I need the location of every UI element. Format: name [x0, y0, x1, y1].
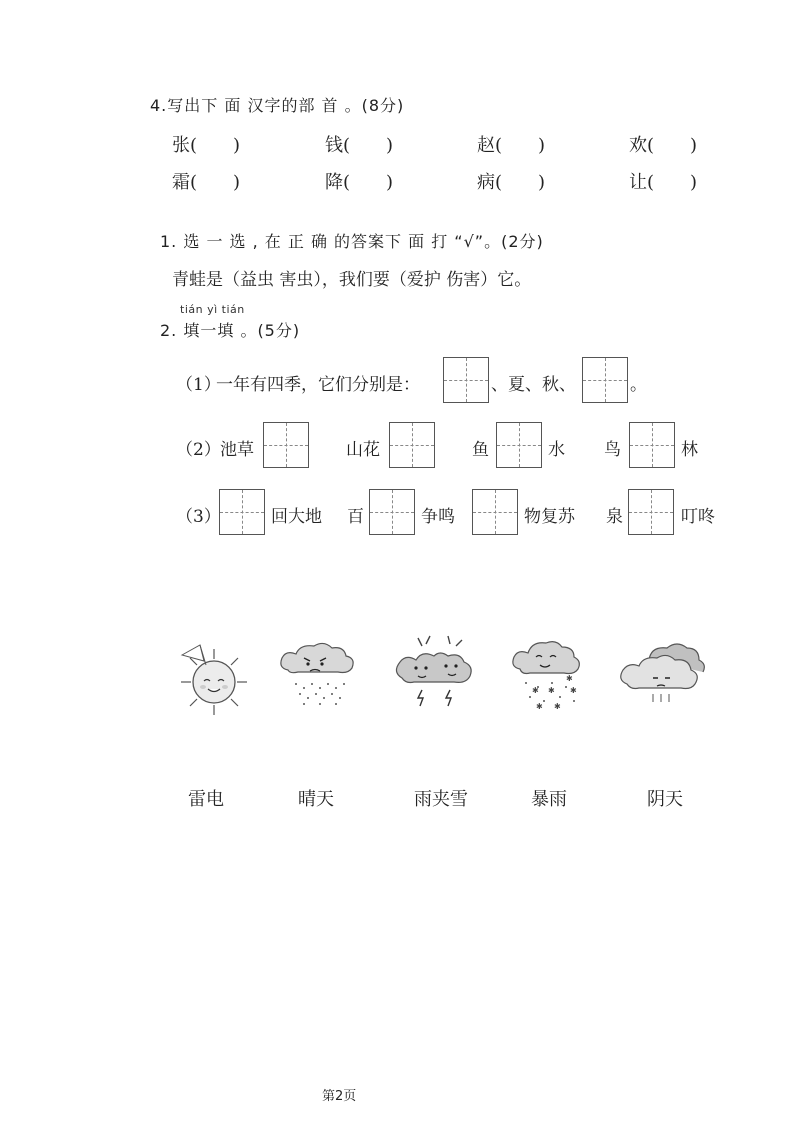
svg-text:✱: ✱ [554, 702, 561, 711]
tianzige-box[interactable] [629, 422, 675, 468]
svg-text:✱: ✱ [570, 686, 577, 695]
s2-line1-num: （1） [176, 375, 221, 395]
tianzige-box[interactable] [369, 489, 415, 535]
s2-line2-num: （2） [176, 440, 221, 460]
tianzige-box[interactable] [443, 357, 489, 403]
weather-label: 暴雨 [531, 789, 567, 810]
s2-line2-b: 山花 [346, 440, 380, 460]
s2-line2-e: 鸟 [604, 440, 621, 460]
sleet-cloud-icon[interactable] [508, 635, 588, 715]
s2-line3-c: 争鸣 [421, 507, 455, 527]
radical-item-zhao [477, 131, 545, 157]
answer-blank[interactable]: ( ) [343, 135, 394, 156]
s2-line2-a: 池草 [220, 440, 254, 460]
s2-line2-d: 水 [548, 440, 565, 460]
rain-cloud-icon[interactable] [274, 640, 364, 710]
s2-line1-text: 一年有四季，它们分别是： [216, 375, 420, 395]
tianzige-box[interactable] [472, 489, 518, 535]
radical-item-zhang [172, 131, 240, 157]
weather-label: 雷电 [188, 789, 224, 810]
s2-line3-d: 物复苏 [524, 507, 575, 527]
tianzige-box[interactable] [582, 357, 628, 403]
answer-blank[interactable]: ( ) [495, 172, 546, 193]
s1-sentence: 青蛙是（益虫 害虫），我们要（爱护 伤害）它。 [172, 270, 532, 290]
radical-item-jiang [325, 168, 393, 194]
radical-char: 赵 [477, 135, 495, 156]
tianzige-box[interactable] [263, 422, 309, 468]
radical-char: 张 [172, 135, 190, 156]
tianzige-box[interactable] [389, 422, 435, 468]
weather-label: 雨夹雪 [414, 789, 468, 810]
overcast-cloud-icon[interactable] [619, 640, 709, 710]
s2-line2-c: 鱼 [472, 440, 489, 460]
radical-char: 霜 [172, 172, 190, 193]
s2-line2-f: 林 [681, 440, 698, 460]
answer-blank[interactable]: ( ) [647, 135, 698, 156]
radical-char: 钱 [325, 135, 343, 156]
tianzige-box[interactable] [496, 422, 542, 468]
answer-blank[interactable]: ( ) [190, 135, 241, 156]
s2-line1-end: 。 [630, 375, 647, 395]
radical-item-rang [629, 168, 697, 194]
q4-title: 4.写出下 面 汉字的部 首 。(8分) [150, 96, 405, 115]
radical-char: 降 [325, 172, 343, 193]
radical-item-huan [629, 131, 697, 157]
radical-item-shuang [172, 168, 240, 194]
page-number: 第2页 [322, 1089, 357, 1104]
radical-char: 病 [477, 172, 495, 193]
s2-line3-num: （3） [176, 507, 221, 527]
svg-text:✱: ✱ [536, 702, 543, 711]
answer-blank[interactable]: ( ) [647, 172, 698, 193]
s2-line3-b: 百 [347, 507, 364, 527]
weather-label: 晴天 [298, 789, 334, 810]
svg-text:✱: ✱ [532, 686, 539, 695]
thunder-cloud-icon[interactable] [392, 634, 482, 714]
s2-line3-e: 泉 [606, 507, 623, 527]
s2-line3-f: 叮咚 [681, 507, 715, 527]
tianzige-box[interactable] [219, 489, 265, 535]
radical-item-bing [477, 168, 545, 194]
s2-line1-sep: 、夏、秋、 [491, 375, 576, 395]
radical-item-qian [325, 131, 393, 157]
weather-label: 阴天 [647, 789, 683, 810]
answer-blank[interactable]: ( ) [190, 172, 241, 193]
svg-text:✱: ✱ [566, 674, 573, 683]
tianzige-box[interactable] [628, 489, 674, 535]
sun-icon[interactable] [174, 637, 254, 717]
s2-line3-a: 回大地 [271, 507, 322, 527]
answer-blank[interactable]: ( ) [495, 135, 546, 156]
s2-pinyin: tián yì tián [180, 303, 245, 316]
radical-char: 让 [629, 172, 647, 193]
radical-char: 欢 [629, 135, 647, 156]
answer-blank[interactable]: ( ) [343, 172, 394, 193]
s2-title: 2. 填一填 。(5分) [160, 321, 301, 340]
svg-text:✱: ✱ [548, 686, 555, 695]
s1-title: 1. 选 一 选 , 在 正 确 的答案下 面 打 “√”。(2分) [160, 232, 544, 251]
